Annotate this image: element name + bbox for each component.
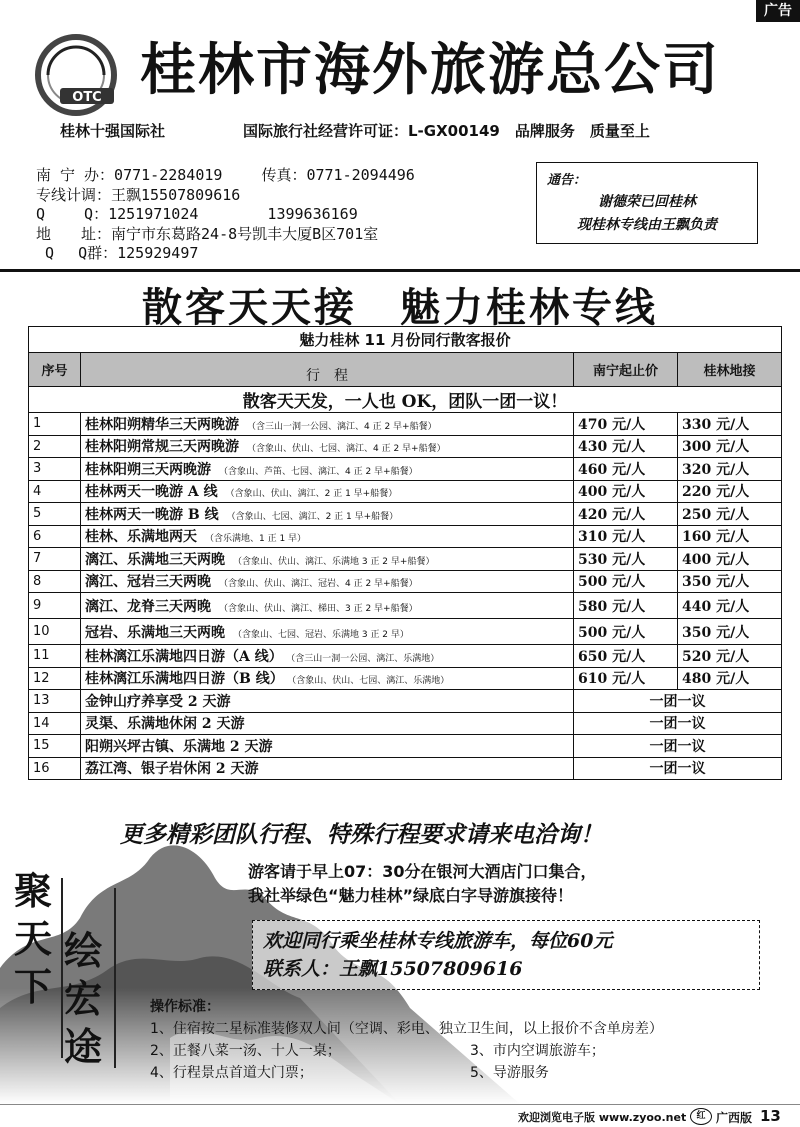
guilin-price: 350 元/人 [678,570,782,593]
contact-planner: 专线计调：王飘15507809616 [36,185,241,204]
contact-qq-group: Q Q群：125929497 [36,244,199,262]
price-table [28,326,782,780]
main-banner: 散客天天接 魅力桂林专线 [142,285,658,331]
page-footer [0,1104,800,1127]
guilin-price: 250 元/人 [678,503,782,526]
notice-title: 通告： [547,173,587,188]
route-name: 漓江、乐满地三天两晚 [85,551,225,568]
row-number: 13 [29,690,81,713]
ops-item: 5、导游服务 [470,1065,549,1081]
nanning-price: 580 元/人 [574,593,678,619]
more-routes-slogan: 更多精彩团队行程、特殊行程要求请来电洽询！ [120,821,603,848]
row-number: 14 [29,712,81,735]
route-detail: （含象山、伏山、漓江、2 正 1 早+船餐） [225,489,398,500]
row-number: 5 [29,503,81,526]
nanning-price: 530 元/人 [574,548,678,571]
route-cell [81,690,574,713]
route-detail: （含象山、伏山、漓江、冠岩、4 正 2 早+船餐） [219,579,418,590]
route-detail: （含三山一洞一公园、漓江、4 正 2 早+船餐） [247,421,437,432]
guilin-price: 330 元/人 [678,413,782,436]
row-number: 7 [29,548,81,571]
nanning-price: 650 元/人 [574,645,678,668]
operation-standards [150,996,663,1084]
meeting-line: 游客请于早上07：30分在银河大酒店门口集合， [248,862,597,881]
route-name: 桂林阳朔三天两晚游 [85,461,211,478]
meeting-info [248,860,597,908]
nanning-price: 460 元/人 [574,458,678,481]
calligraphy-char: 宏 [64,976,103,1021]
row-number: 8 [29,570,81,593]
company-name: 桂林市海外旅游总公司 [140,38,720,103]
route-cell [81,458,574,481]
guilin-price: 440 元/人 [678,593,782,619]
route-cell [81,735,574,758]
route-cell [81,525,574,548]
row-number: 4 [29,480,81,503]
ad-tag: 广告 [756,0,800,22]
header-no: 序号 [29,353,81,387]
route-cell [81,435,574,458]
bus-line: 欢迎同行乘坐桂林专线旅游车，每位60元 [263,930,613,952]
row-number: 10 [29,619,81,645]
table-row [29,570,782,593]
ops-item: 4、行程景点首道大门票； [150,1065,313,1081]
bus-contact: 联系人：王飘15507809616 [263,958,523,980]
table-slogan: 散客天天发，一人也 OK，团队一团一议！ [29,387,782,413]
route-detail: （含象山、伏山、漓江、梯田、3 正 2 早+船餐） [219,603,418,614]
route-detail: （含乐满地、1 正 1 早） [205,534,307,545]
ops-item: 3、市内空调旅游车； [470,1043,605,1059]
header-guilin-price: 桂林地接 [678,353,782,387]
header-divider [0,269,800,272]
row-number: 9 [29,593,81,619]
route-name: 桂林漓江乐满地四日游（B 线） [85,671,284,688]
calligraphy-char: 途 [64,1024,103,1069]
table-row [29,413,782,436]
table-caption: 魅力桂林 11 月份同行散客报价 [29,327,782,353]
guilin-price: 480 元/人 [678,667,782,690]
route-name: 桂林、乐满地两天 [85,529,197,546]
tagline-left: 桂林十强国际社 [60,122,166,140]
contact-qq: Q Q：1251971024 1399636169 [36,205,358,223]
shuttle-bus-box [252,920,760,990]
route-name: 冠岩、乐满地三天两晚 [85,624,225,641]
route-cell [81,480,574,503]
route-detail: （含象山、伏山、漓江、乐满地 3 正 2 早+船餐） [233,556,435,567]
table-row [29,667,782,690]
route-name: 桂林阳朔精华三天两晚游 [85,416,239,433]
route-name: 漓江、龙脊三天两晚 [85,598,211,615]
negotiable-price: 一团一议 [574,690,782,713]
row-number: 12 [29,667,81,690]
table-row [29,458,782,481]
guilin-price: 160 元/人 [678,525,782,548]
negotiable-price: 一团一议 [574,712,782,735]
guilin-price: 300 元/人 [678,435,782,458]
nanning-price: 400 元/人 [574,480,678,503]
row-number: 1 [29,413,81,436]
header-route: 行 程 [81,353,574,387]
row-number: 16 [29,757,81,780]
table-row [29,690,782,713]
calligraphy-char: 天 [14,916,53,961]
table-row [29,619,782,645]
notice-box [536,162,758,244]
contact-address: 地 址：南宁市东葛路24-8号凯丰大厦B区701室 [36,224,379,243]
table-row [29,757,782,780]
logo-text: OTC [72,90,102,105]
route-name: 桂林两天一晚游 B 线 [85,506,219,523]
negotiable-price: 一团一议 [574,735,782,758]
route-detail: （含象山、七园、漓江、2 正 1 早+船餐） [226,511,399,522]
footer-website: 欢迎浏览电子版 www.zyoo.net [518,1111,687,1124]
route-name: 漓江、冠岩三天两晚 [85,574,211,591]
route-name: 金钟山疗养享受 2 天游 [85,693,231,710]
route-cell [81,757,574,780]
footer-edition: 广西版 [716,1111,753,1125]
route-cell [81,593,574,619]
lower-section [0,808,800,1104]
table-row [29,480,782,503]
guilin-price: 400 元/人 [678,548,782,571]
notice-line: 谢德荣已回桂林 [598,194,696,210]
route-cell [81,667,574,690]
route-detail: （含象山、芦笛、七园、漓江、4 正 2 早+船餐） [219,466,418,477]
ops-title: 操作标准： [150,999,220,1015]
route-cell [81,712,574,735]
contact-block [36,166,415,264]
guilin-price: 220 元/人 [678,480,782,503]
route-name: 灵渠、乐满地休闲 2 天游 [85,716,245,733]
route-name: 桂林两天一晚游 A 线 [85,484,218,501]
table-row [29,645,782,668]
row-number: 6 [29,525,81,548]
table-row [29,735,782,758]
tagline-right: 国际旅行社经营许可证：L-GX00149 品牌服务 质量至上 [243,122,650,140]
route-cell [81,619,574,645]
ops-item: 1、住宿按二星标准装修双人间（空调、彩电、独立卫生间，以上报价不含单房差） [150,1021,663,1037]
header-nanning-price: 南宁起止价 [574,353,678,387]
guilin-price: 520 元/人 [678,645,782,668]
route-detail: （含象山、伏山、七园、漓江、乐满地） [291,676,450,687]
company-logo [30,30,130,120]
calligraphy-char: 绘 [64,928,103,973]
page-number: 13 [760,1107,781,1125]
row-number: 11 [29,645,81,668]
nanning-price: 500 元/人 [574,570,678,593]
route-detail: （含象山、伏山、七园、漓江、4 正 2 早+船餐） [247,444,446,455]
route-cell [81,645,574,668]
table-row [29,525,782,548]
table-row [29,548,782,571]
nanning-price: 610 元/人 [574,667,678,690]
route-cell [81,548,574,571]
route-cell [81,503,574,526]
route-name: 桂林阳朔常规三天两晚游 [85,439,239,456]
notice-line: 现桂林专线由王飘负责 [577,217,717,233]
table-row [29,503,782,526]
nanning-price: 310 元/人 [574,525,678,548]
ops-item: 2、正餐八菜一汤、十人一桌； [150,1043,341,1059]
route-name: 荔江湾、银子岩休闲 2 天游 [85,761,259,778]
footer-emblem: 红 [690,1108,712,1125]
route-name: 桂林漓江乐满地四日游（A 线） [85,648,283,665]
route-detail: （含三山一洞一公园、漓江、乐满地） [290,653,440,664]
guilin-price: 350 元/人 [678,619,782,645]
calligraphy-char: 下 [14,964,53,1009]
nanning-price: 470 元/人 [574,413,678,436]
row-number: 3 [29,458,81,481]
table-row [29,593,782,619]
contact-nanning: 南 宁 办：0771-2284019 传真：0771-2094496 [36,166,415,184]
route-cell [81,570,574,593]
negotiable-price: 一团一议 [574,757,782,780]
table-row [29,712,782,735]
nanning-price: 430 元/人 [574,435,678,458]
row-number: 2 [29,435,81,458]
table-row [29,435,782,458]
row-number: 15 [29,735,81,758]
meeting-line: 我社举绿色“魅力桂林”绿底白字导游旗接待！ [248,886,574,905]
guilin-price: 320 元/人 [678,458,782,481]
nanning-price: 420 元/人 [574,503,678,526]
route-detail: （含象山、七园、冠岩、乐满地 3 正 2 早） [233,629,409,640]
route-name: 阳朔兴坪古镇、乐满地 2 天游 [85,738,273,755]
route-cell [81,413,574,436]
calligraphy-char: 聚 [14,868,53,913]
nanning-price: 500 元/人 [574,619,678,645]
